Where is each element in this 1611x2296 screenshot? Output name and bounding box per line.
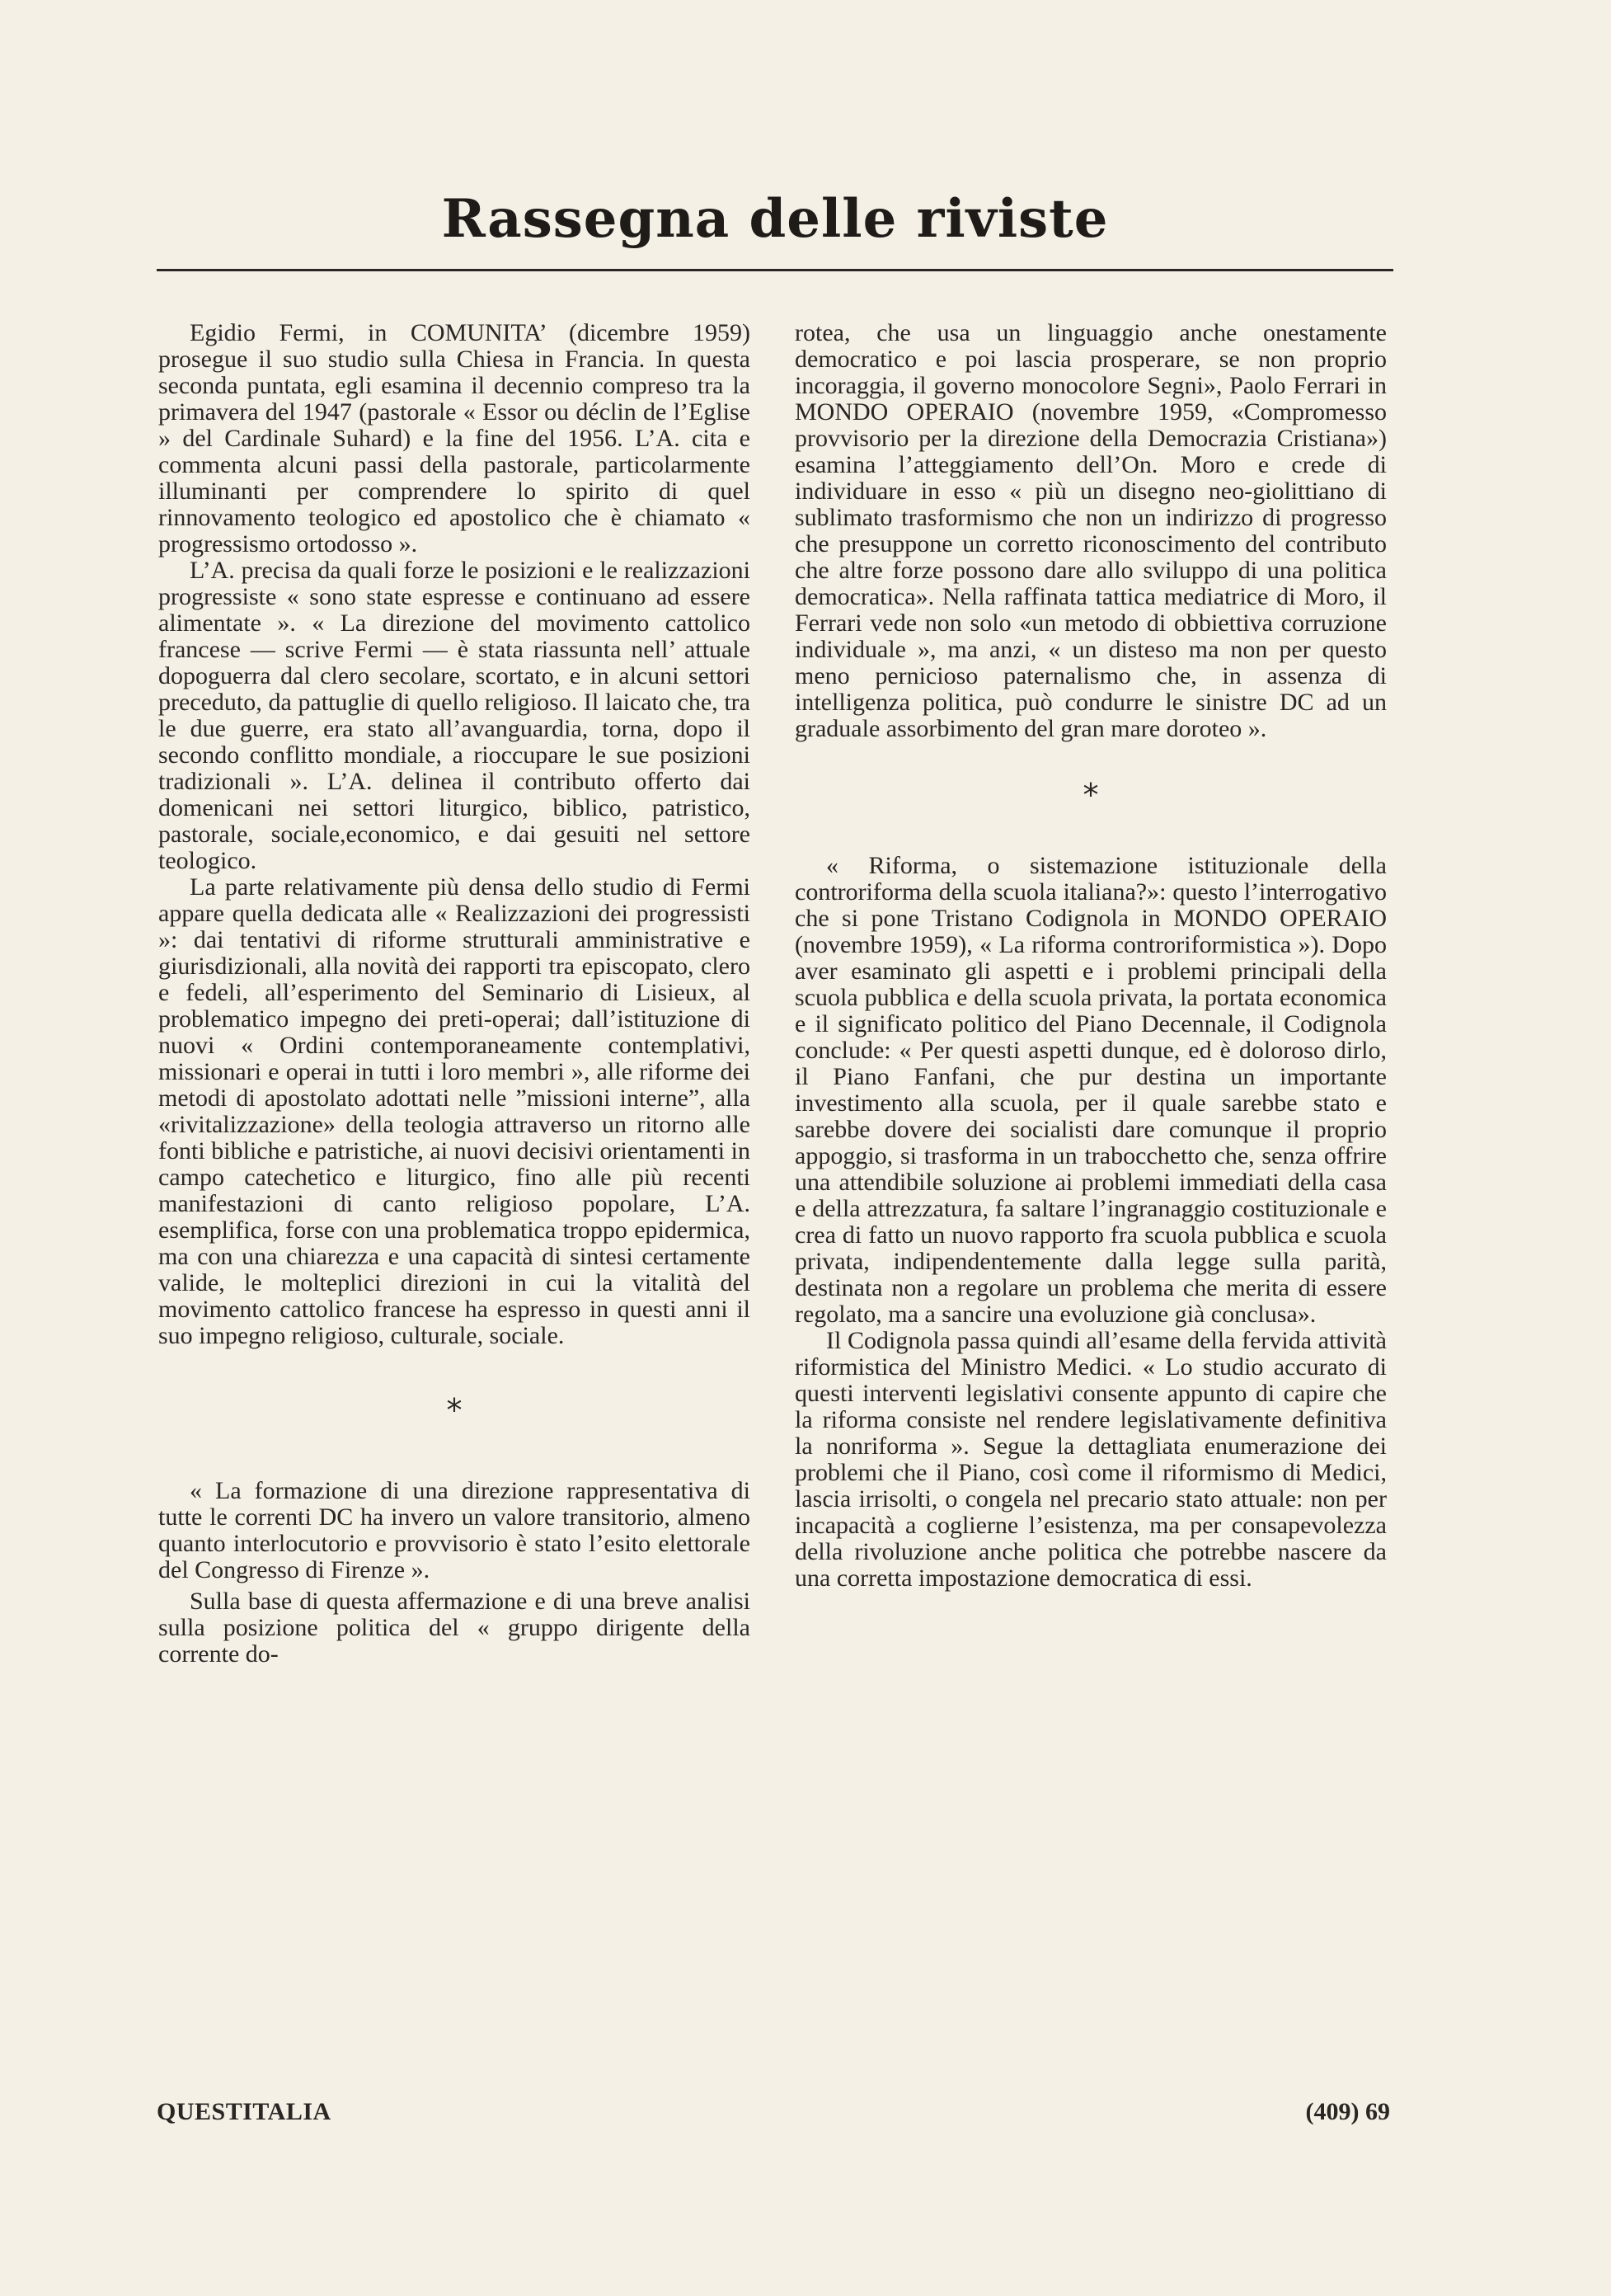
- paragraph: Egidio Fermi, in COMUNITA’ (dicembre 1959) prosegue il suo studio sulla Chiesa in Francia. In questa seconda puntata, egli esamina il decennio compreso tra la primavera del 1947 (pastorale « Essor ou déclin de l’Eglise » del Cardinale Suhard) e la fine del 1956. L’A. cita e commenta alcuni passi della pastorale, particolarmente illuminanti per comprendere lo spirito di quel rinnovamento teologico ed apostolico che è chiamato « progressismo ortodosso ».: [158, 319, 750, 558]
- paragraph: rotea, che usa un linguaggio anche onestamente democratico e poi lascia prosperare, se non proprio incoraggia, il governo monocolore Segni», Paolo Ferrari in MONDO OPERAIO (novembre 1959, «Compromesso provvisorio per la direzione della Democrazia Cristiana») esamina l’atteggiamento dell’On. Moro e crede di individuare in esso « più un disegno neo-giolittiano di sublimato trasformismo che non un indirizzo di progresso che presuppone un corretto riconoscimento del contributo che altre forze possono dare allo sviluppo di una politica democratica». Nella raffinata tattica mediatrice di Moro, il Ferrari vede non solo «un metodo di obbiettiva corruzione individuale », ma anzi, « un disteso ma non per questo meno pernicioso paternalismo che, in assenza di intelligenza politica, può condurre le sinistre DC ad un graduale assorbimento del gran mare doroteo ».: [795, 319, 1387, 742]
- paragraph: Sulla base di questa affermazione e di una breve analisi sulla posizione politica del « gruppo dirigente della corrente do-: [158, 1588, 750, 1668]
- right-column: [795, 320, 1387, 1592]
- paragraph: La parte relativamente più densa dello studio di Fermi appare quella dedicata alle « Realizzazioni dei progressisti »: dai tentativi di riforme strutturali amministrative e giurisdizionali, alla novità dei rapporti tra episcopato, clero e fedeli, all’esperimento del Seminario di Lisieux, al problematico impegno dei preti-operai; dall’istituzione di nuovi « Ordini contemporaneamente contemplativi, missionari e operai in tutti i loro membri », alle riforme dei metodi di apostolato adottati nelle ”missioni interne”, alla «rivitalizzazione» della teologia attraverso un ritorno alle fonti bibliche e patristiche, ai nuovi decisivi orientamenti in campo catechetico e liturgico, fino alle più recenti manifestazioni di canto religioso popolare, L’A. esemplifica, forse con una problematica troppo epidermica, ma con una chiarezza e una capacità di sintesi certamente valide, le molteplici direzioni in cui la vitalità del movimento cattolico francese ha espresso in questi anni il suo impegno religioso, culturale, sociale.: [158, 873, 750, 1349]
- page-title: Rassegna delle riviste: [441, 188, 1109, 250]
- section-separator: *: [446, 1392, 463, 1428]
- section-separator: *: [1083, 777, 1099, 813]
- paragraph: Il Codignola passa quindi all’esame della fervida attività riformistica del Ministro Medici. « Lo studio accurato di questi interventi legislativi consente appunto di capire che la riforma consiste nel rendere legislativamente definitiva la nonriforma ». Segue la dettagliata enumerazione dei problemi che il Piano, così come il riformismo di Medici, lascia irrisolti, o congela nel precario stato attuale: non per incapacità a coglierne l’esistenza, ma per consapevolezza della rivoluzione anche politica che potrebbe nascere da una corretta impostazione democratica di essi.: [795, 1327, 1387, 1592]
- paragraph: « Riforma, o sistemazione istituzionale della controriforma della scuola italiana?»: questo l’interrogativo che si pone Tristano Codignola in MONDO OPERAIO (novembre 1959), « La riforma controriformistica »). Dopo aver esaminato gli aspetti e i problemi principali della scuola pubblica e della scuola privata, la portata economica e il significato politico del Piano Decennale, il Codignola conclude: « Per questi aspetti dunque, ed è doloroso dirlo, il Piano Fanfani, che pur destina un importante investimento alla scuola, per il quale sarebbe stato e sarebbe dovere dei socialisti dare comunque il proprio appoggio, si trasforma in un trabocchetto che, senza offrire una attendibile soluzione ai problemi immediati della casa e della attrezzatura, fa saltare l’ingranaggio costituzionale e crea di fatto un nuovo rapporto fra scuola pubblica e scuola privata, indipendentemente dalla legge sulla parità, destinata non a regolare un problema che merita di essere regolato, ma a sancire una evoluzione già conclusa».: [795, 852, 1387, 1328]
- left-column: [158, 320, 750, 1668]
- title-divider: [157, 269, 1393, 271]
- journal-name: QUESTITALIA: [157, 2098, 331, 2125]
- paragraph: « La formazione di una direzione rappresentativa di tutte le correnti DC ha invero un valore transitorio, almeno quanto interlocutorio e provvisorio è stato l’esito elettorale del Congresso di Firenze ».: [158, 1477, 750, 1583]
- paragraph: L’A. precisa da quali forze le posizioni e le realizzazioni progressiste « sono state espresse e continuano ad essere alimentate ». « La direzione del movimento cattolico francese — scrive Fermi — è stata riassunta nell’ attuale dopoguerra dal clero secolare, scortato, e in alcuni settori preceduto, da pattuglie di quello religioso. Il laicato che, tra le due guerre, era stato all’avanguardia, torna, dopo il secondo conflitto mondiale, a rioccupare le sue posizioni tradizionali ». L’A. delinea il contributo offerto dai domenicani nei settori liturgico, biblico, patristico, pastorale, sociale,economico, e dai gesuiti nel settore teologico.: [158, 557, 750, 874]
- page-number: (409) 69: [1305, 2098, 1390, 2125]
